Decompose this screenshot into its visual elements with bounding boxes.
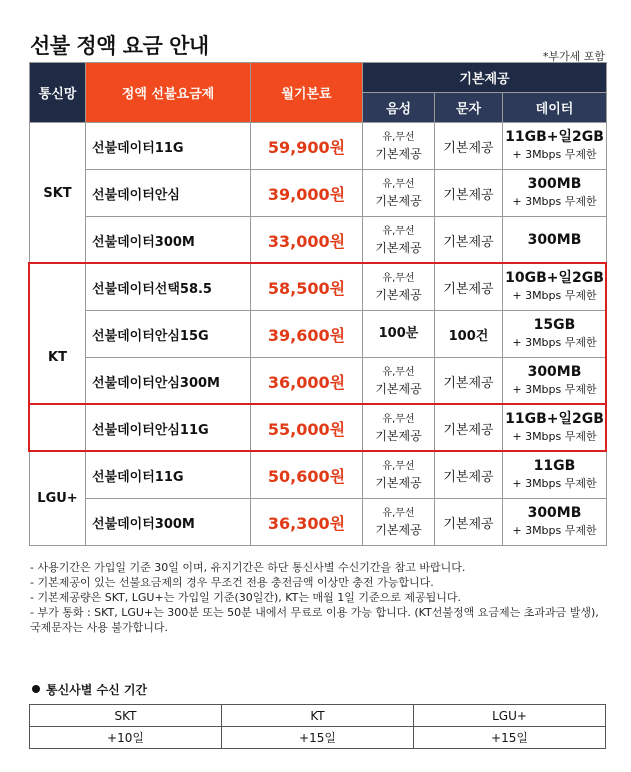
data-main: 11GB+일2GB [505, 129, 604, 145]
sms-cell: 기본제공 [435, 405, 503, 452]
page-title: 선불 정액 요금 안내 [30, 34, 209, 58]
data-extra: + 3Mbps 무제한 [512, 383, 597, 396]
plan-name-cell: 선불데이터안심11G [86, 405, 251, 452]
voice-line2: 기본제공 [375, 429, 422, 443]
header-voice: 음성 [363, 93, 435, 123]
table-row [30, 217, 607, 264]
header-data: 데이터 [503, 93, 607, 123]
receive-title-text: 통신사별 수신 기간 [46, 683, 148, 697]
voice-line1: 유,무선 [382, 367, 415, 378]
data-cell [503, 217, 607, 264]
data-cell [503, 499, 607, 546]
bullet-icon [32, 685, 40, 693]
data-cell [503, 405, 607, 452]
sms-cell: 기본제공 [435, 452, 503, 499]
table-row [30, 499, 607, 546]
voice-line1: 유,무선 [382, 461, 415, 472]
data-extra: + 3Mbps 무제한 [512, 289, 597, 302]
price-cell: 55,000원 [251, 405, 363, 452]
data-extra: + 3Mbps 무제한 [512, 477, 597, 490]
plan-name-cell: 선불데이터300M [86, 217, 251, 264]
data-extra: + 3Mbps 무제한 [512, 524, 597, 537]
header-carrier: 통신망 [30, 63, 86, 123]
header-monthly-fee: 월기본료 [251, 63, 363, 123]
table-row [30, 358, 607, 405]
price-cell: 36,000원 [251, 358, 363, 405]
sms-cell: 기본제공 [435, 499, 503, 546]
price-cell: 33,000원 [251, 217, 363, 264]
table-row [30, 264, 607, 311]
data-main: 300MB [527, 505, 582, 521]
data-extra: + 3Mbps 무제한 [512, 336, 597, 349]
price-cell: 39,000원 [251, 170, 363, 217]
voice-line2: 기본제공 [375, 147, 422, 161]
vat-note: *부가세 포함 [542, 50, 605, 63]
price-cell: 58,500원 [251, 264, 363, 311]
price-cell: 36,300원 [251, 499, 363, 546]
sms-cell: 기본제공 [435, 217, 503, 264]
voice-cell [363, 123, 435, 170]
receive-value-skt: +10일 [30, 727, 222, 749]
carrier-cell: LGU+ [30, 452, 86, 546]
voice-line2: 기본제공 [375, 288, 422, 302]
data-cell [503, 358, 607, 405]
voice-line1: 유,무선 [382, 226, 415, 237]
voice-line2: 기본제공 [375, 241, 422, 255]
receive-value-lgu: +15일 [414, 727, 606, 749]
receive-value-kt: +15일 [222, 727, 414, 749]
sms-cell: 기본제공 [435, 264, 503, 311]
note-line: - 기본제공이 있는 선불요금제의 경우 무조건 전용 충전금액 이상만 충전 가능합니다. [30, 576, 434, 589]
plan-name-cell: 선불데이터300M [86, 499, 251, 546]
receive-table [29, 704, 606, 749]
voice-line1: 유,무선 [382, 273, 415, 284]
data-main: 300MB [527, 176, 582, 192]
data-cell [503, 311, 607, 358]
carrier-cell: SKT [30, 123, 86, 264]
voice-line2: 기본제공 [375, 194, 422, 208]
plan-name-cell: 선불데이터안심 [86, 170, 251, 217]
voice-line1: 유,무선 [382, 132, 415, 143]
data-extra: + 3Mbps 무제한 [512, 148, 597, 161]
carrier-cell: KT [30, 264, 86, 452]
voice-cell [363, 405, 435, 452]
sms-cell: 기본제공 [435, 358, 503, 405]
table-row [30, 452, 607, 499]
data-cell [503, 264, 607, 311]
data-extra: + 3Mbps 무제한 [512, 430, 597, 443]
plan-name-cell: 선불데이터안심300M [86, 358, 251, 405]
voice-cell [363, 217, 435, 264]
plan-table [29, 62, 607, 546]
voice-cell [363, 358, 435, 405]
receive-section-title [32, 681, 147, 698]
table-row [30, 170, 607, 217]
voice-line1: 유,무선 [382, 414, 415, 425]
header-sms: 문자 [435, 93, 503, 123]
plan-name-cell: 선불데이터11G [86, 452, 251, 499]
voice-line1: 유,무선 [382, 508, 415, 519]
voice-line2: 기본제공 [375, 523, 422, 537]
data-main: 11GB+일2GB [505, 411, 604, 427]
table-row [30, 405, 607, 452]
note-line: - 사용기간은 가입일 기준 30일 이며, 유지기간은 하단 통신사별 수신기간을 참고 바랍니다. [30, 561, 466, 574]
voice-line2: 기본제공 [375, 476, 422, 490]
data-cell [503, 170, 607, 217]
table-row [30, 311, 607, 358]
voice-line1: 유,무선 [382, 179, 415, 190]
table-row [30, 123, 607, 170]
sms-cell: 100건 [435, 311, 503, 358]
data-main: 300MB [527, 364, 582, 380]
header-basic: 기본제공 [363, 63, 607, 93]
receive-header-kt: KT [222, 705, 414, 727]
plan-name-cell: 선불데이터11G [86, 123, 251, 170]
receive-header-skt: SKT [30, 705, 222, 727]
receive-header-lgu: LGU+ [414, 705, 606, 727]
data-cell [503, 123, 607, 170]
note-line: - 기본제공량은 SKT, LGU+는 가입일 기준(30일간), KT는 매월 1일 기준으로 제공됩니다. [30, 591, 461, 604]
note-line: - 부가 통화 : SKT, LGU+는 300분 또는 50분 내에서 무료로 이용 가능 합니다. (KT선불정액 요금제는 초과과금 발생), 국제문자는 사용 불가합니다. [30, 606, 599, 634]
price-cell: 50,600원 [251, 452, 363, 499]
data-main: 15GB [533, 317, 576, 333]
header-plan: 정액 선불요금제 [86, 63, 251, 123]
data-cell [503, 452, 607, 499]
plan-name-cell: 선불데이터선택58.5 [86, 264, 251, 311]
price-cell: 39,600원 [251, 311, 363, 358]
voice-cell: 100분 [363, 311, 435, 358]
sms-cell: 기본제공 [435, 170, 503, 217]
sms-cell: 기본제공 [435, 123, 503, 170]
plan-table-body [30, 123, 607, 546]
data-main: 11GB [533, 458, 576, 474]
voice-cell [363, 170, 435, 217]
price-cell: 59,900원 [251, 123, 363, 170]
voice-cell [363, 452, 435, 499]
voice-cell [363, 264, 435, 311]
voice-line2: 기본제공 [375, 382, 422, 396]
data-main: 10GB+일2GB [505, 270, 604, 286]
plan-name-cell: 선불데이터안심15G [86, 311, 251, 358]
notes [30, 560, 610, 635]
data-main: 300MB [527, 231, 582, 248]
voice-cell [363, 499, 435, 546]
data-extra: + 3Mbps 무제한 [512, 195, 597, 208]
